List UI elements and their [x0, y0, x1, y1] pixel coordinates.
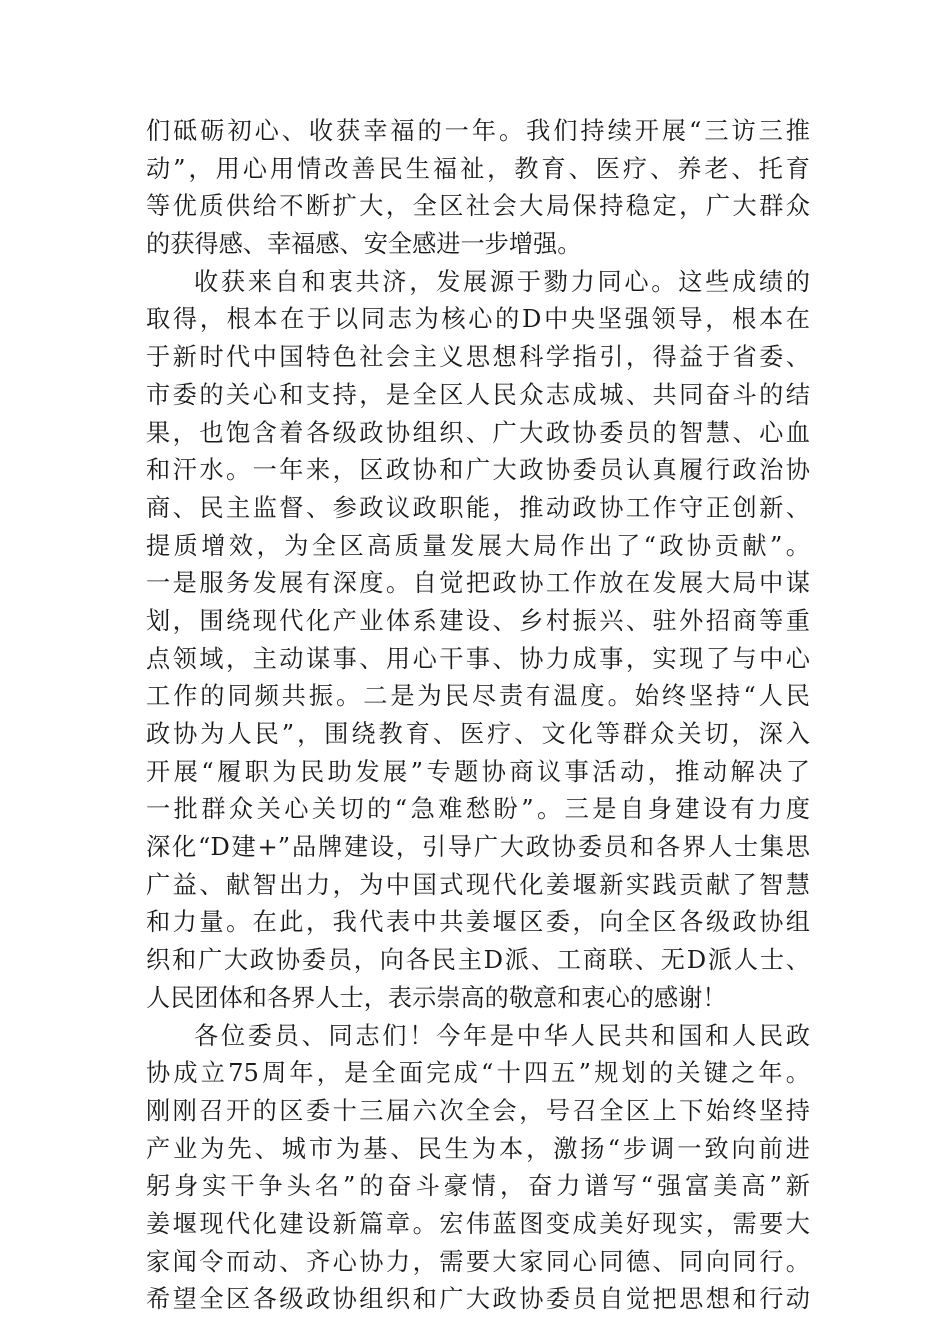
- text-line: 各位委员、同志们！今年是中华人民共和国和人民政: [194, 1021, 810, 1050]
- text-line: 的获得感、幸福感、安全感进一步增强。: [146, 230, 582, 259]
- text-line: 织和广大政协委员，向各民主D派、工商联、无D派人士、: [146, 946, 810, 975]
- document-page: [146, 113, 810, 1319]
- text-line: 家闻令而动、齐心协力，需要大家同心同德、同向同行。: [146, 1247, 810, 1276]
- paragraph-1: [146, 113, 810, 264]
- text-line: 市委的关心和支持，是全区人民众志成城、共同奋斗的结: [146, 380, 810, 409]
- text-line: 一批群众关心关切的“急难愁盼”。三是自身建设有力度: [146, 795, 810, 824]
- text-line: 政协为人民”，围绕教育、医疗、文化等群众关切，深入: [146, 720, 810, 748]
- text-line: 划，围绕现代化产业体系建设、乡村振兴、驻外招商等重: [146, 606, 810, 635]
- text-line: 躬身实干争头名”的奋斗豪情，奋力谱写“强富美高”新: [146, 1172, 810, 1201]
- text-line: 收获来自和衷共济，发展源于勠力同心。这些成绩的: [194, 267, 810, 296]
- text-line: 提质增效，为全区高质量发展大局作出了“政协贡献”。: [146, 531, 810, 560]
- text-line: 协成立75周年，是全面完成“十四五”规划的关键之年。: [146, 1059, 810, 1088]
- text-line: 开展“履职为民助发展”专题协商议事活动，推动解决了: [146, 757, 810, 786]
- text-line: 姜堰现代化建设新篇章。宏伟蓝图变成美好现实，需要大: [146, 1209, 810, 1238]
- text-line: 希望全区各级政协组织和广大政协委员自觉把思想和行动: [146, 1285, 810, 1314]
- paragraph-3: [146, 1018, 810, 1320]
- text-line: 果，也饱含着各级政协组织、广大政协委员的智慧、心血: [146, 418, 810, 447]
- text-line: 点领域，主动谋事、用心干事、协力成事，实现了与中心: [146, 644, 810, 673]
- text-line: 和力量。在此，我代表中共姜堰区委，向全区各级政协组: [146, 908, 810, 937]
- text-line: 一是服务发展有深度。自觉把政协工作放在发展大局中谋: [146, 569, 810, 598]
- text-line: 和汗水。一年来，区政协和广大政协委员认真履行政治协: [146, 456, 810, 485]
- text-line: 等优质供给不断扩大，全区社会大局保持稳定，广大群众: [146, 192, 810, 221]
- text-line: 们砥砺初心、收获幸福的一年。我们持续开展“三访三推: [146, 117, 810, 145]
- text-line: 刚刚召开的区委十三届六次全会，号召全区上下始终坚持: [146, 1096, 810, 1125]
- text-line: 于新时代中国特色社会主义思想科学指引，得益于省委、: [146, 343, 810, 372]
- text-line: 人民团体和各界人士，表示崇高的敬意和衷心的感谢！: [146, 983, 727, 1012]
- text-line: 广益、献智出力，为中国式现代化姜堰新实践贡献了智慧: [146, 870, 810, 899]
- text-line: 商、民主监督、参政议政职能，推动政协工作守正创新、: [146, 493, 810, 522]
- text-line: 深化“D建+”品牌建设，引导广大政协委员和各界人士集思: [146, 833, 810, 862]
- text-line: 产业为先、城市为基、民生为本，激扬“步调一致向前进: [146, 1134, 810, 1163]
- text-line: 动”，用心用情改善民生福祉，教育、医疗、养老、托育: [146, 154, 810, 183]
- text-line: 工作的同频共振。二是为民尽责有温度。始终坚持“人民: [146, 682, 810, 711]
- text-line: 取得，根本在于以同志为核心的D中央坚强领导，根本在: [146, 305, 810, 334]
- paragraph-2: [146, 264, 810, 1018]
